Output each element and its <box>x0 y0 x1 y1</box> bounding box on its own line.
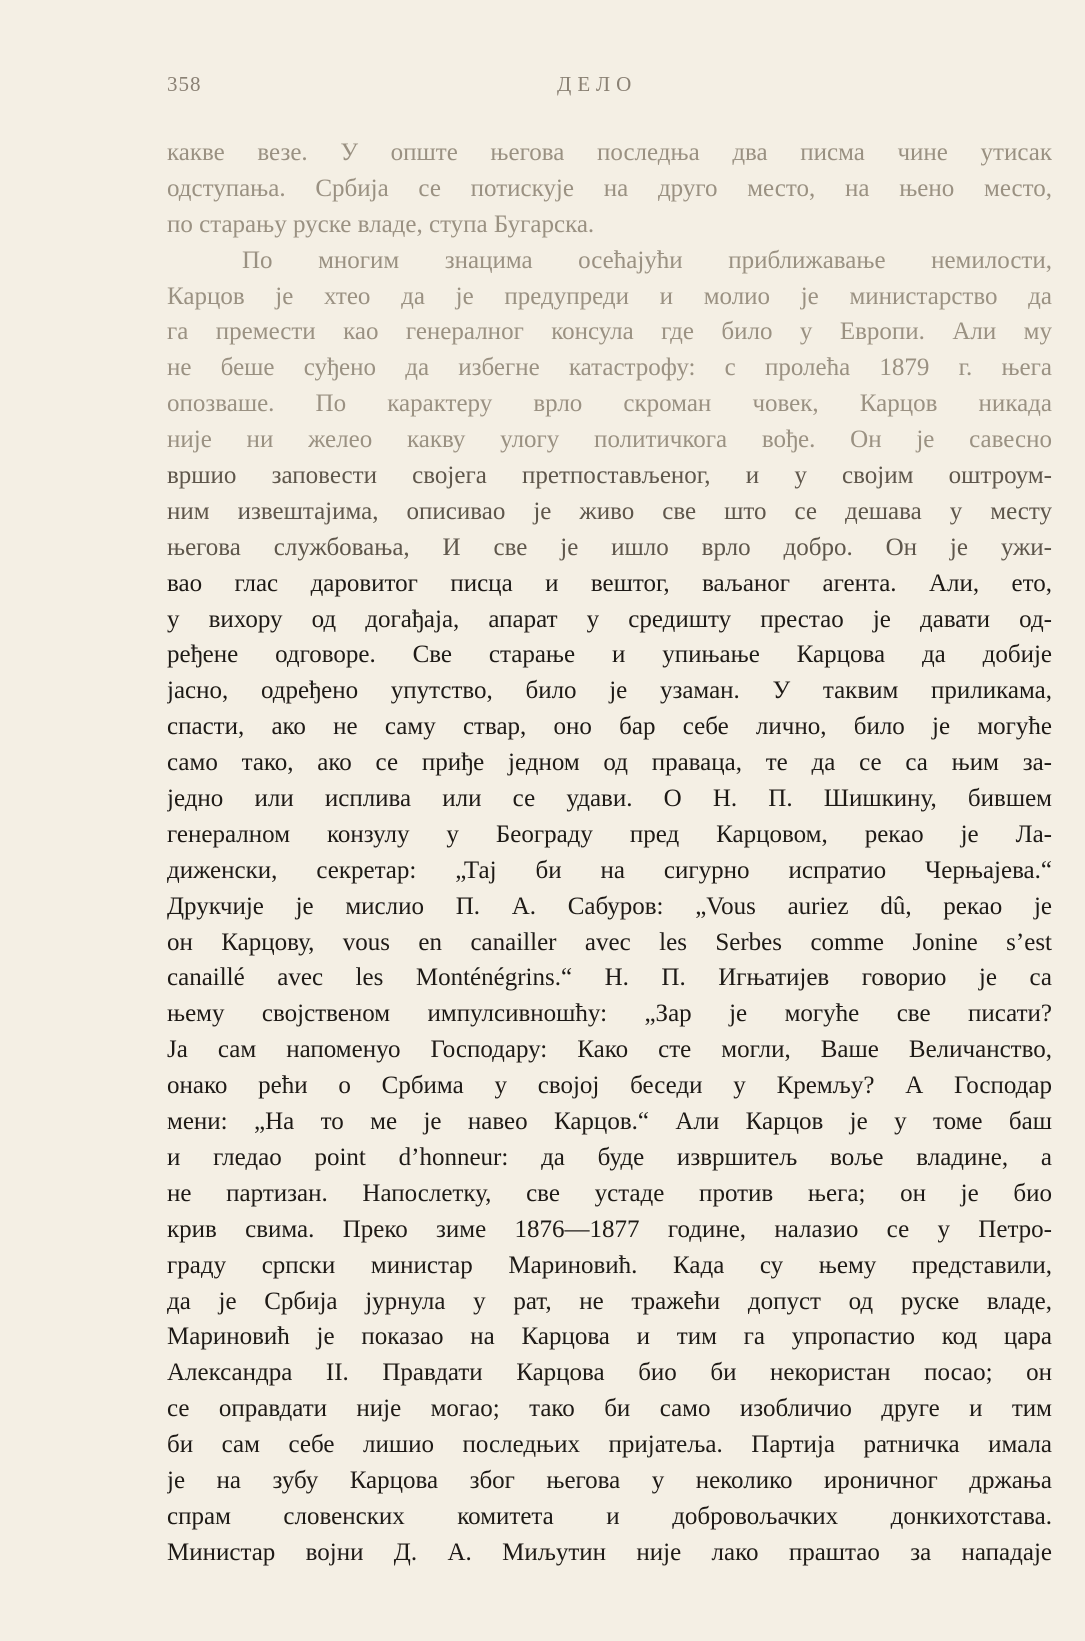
text-line: Друкчије је мислио П. А. Сабуров: „Vous auriez dû, рекао је <box>167 892 1052 920</box>
text-line: по старању руске владе, ступа Бугарска. <box>167 210 595 238</box>
text-line: граду српски министар Мариновић. Када су њему представили, <box>167 1251 1052 1279</box>
body-text <box>167 135 1052 1571</box>
page-number: 358 <box>167 72 202 96</box>
text-line: се оправдати није могао; тако би само изобличио друге и тим <box>167 1395 1052 1423</box>
text-line: у вихору од догађаја, апарат у средишту престао је давати од- <box>167 605 1052 633</box>
text-line: није ни желео какву улогу политичкога вође. Он је савесно <box>167 426 1052 454</box>
text-line: би сам себе лишио последњих пријатеља. Партија ратничка имала <box>167 1431 1052 1459</box>
text-line: мени: „На то ме је навео Карцов.“ Али Карцов је у томе баш <box>167 1108 1052 1136</box>
text-line: вршио заповести својега претпостављеног, и у својим оштроум- <box>167 462 1052 490</box>
text-line: ређене одговоре. Све старање и упињање Карцова да добије <box>167 641 1052 669</box>
text-line: да је Србија јурнула у рат, не тражећи допуст од руске владе, <box>167 1287 1052 1315</box>
page-header <box>167 72 1047 102</box>
text-line: је на зубу Карцова због његова у неколико ироничног држања <box>167 1466 1052 1494</box>
text-line: не партизан. Напослетку, све устаде против њега; он је био <box>167 1179 1052 1207</box>
text-line: Ја сам напоменуо Господару: Како сте могли, Ваше Величанство, <box>167 1036 1052 1064</box>
text-line: једно или исплива или се удави. О Н. П. Шишкину, бившем <box>167 785 1052 813</box>
text-line: опозваше. По карактеру врло скроман човек, Карцов никада <box>167 390 1052 418</box>
text-line: њему својственом импулсивношћу: „Зар је могуће све писати? <box>167 1000 1052 1028</box>
text-line: генералном конзулу у Београду пред Карцовом, рекао је Ла- <box>167 820 1052 848</box>
text-line: спрам словенских комитета и добровољачких донкихотстава. <box>167 1502 1052 1530</box>
text-line: његова службовања, И све је ишло врло добро. Он је ужи- <box>167 533 1052 561</box>
text-line: јасно, одређено упутство, било је узаман. У таквим приликама, <box>167 677 1052 705</box>
text-line: крив свима. Преко зиме 1876—1877 године, налазио се у Петро- <box>167 1215 1052 1243</box>
text-line: ним извештајима, описивао је живо све што се дешава у месту <box>167 497 1052 525</box>
text-line: canaillé avec les Monténégrins.“ Н. П. Игњатијев говорио је са <box>167 964 1052 992</box>
text-line: не беше суђено да избегне катастрофу: с пролећа 1879 г. њега <box>167 354 1052 382</box>
text-line: и гледао point d’honneur: да буде извршитељ воље владине, а <box>167 1143 1052 1171</box>
text-line: вао глас даровитог писца и вештог, ваљаног агента. Али, ето, <box>167 569 1052 597</box>
text-line: диженски, секретар: „Тај би на сигурно испратио Черњајева.“ <box>167 856 1052 884</box>
text-line: само тако, ако се приђе једном од праваца, те да се са њим за- <box>167 749 1052 777</box>
text-line: он Карцову, vous en canailler avec les Serbes comme Jonine s’est <box>167 928 1052 956</box>
text-line: Александра II. Правдати Карцова био би некористан посао; он <box>167 1359 1052 1387</box>
text-line: одступања. Србија се потискује на друго место, на њено место, <box>167 174 1052 202</box>
text-line: спасти, ако не саму ствар, оно бар себе лично, било је могуће <box>167 713 1052 741</box>
text-line: какве везе. У опште његова последња два писма чине утисак <box>167 139 1052 166</box>
running-head: ДЕЛО <box>557 72 638 96</box>
text-line: онако рећи о Србима у својој беседи у Кремљу? А Господар <box>167 1072 1052 1100</box>
text-line: Карцов је хтео да је предупреди и молио је министарство да <box>167 282 1052 310</box>
text-line: Министар војни Д. А. Миљутин није лако праштао за нападаје <box>167 1538 1052 1566</box>
text-line: га премести као генералног консула где било у Европи. Али му <box>167 318 1052 346</box>
text-line: Мариновић је показао на Карцова и тим га упропастио код цара <box>167 1323 1052 1351</box>
text-line: По многим знацима осећајући приближавање немилости, <box>242 246 1052 274</box>
